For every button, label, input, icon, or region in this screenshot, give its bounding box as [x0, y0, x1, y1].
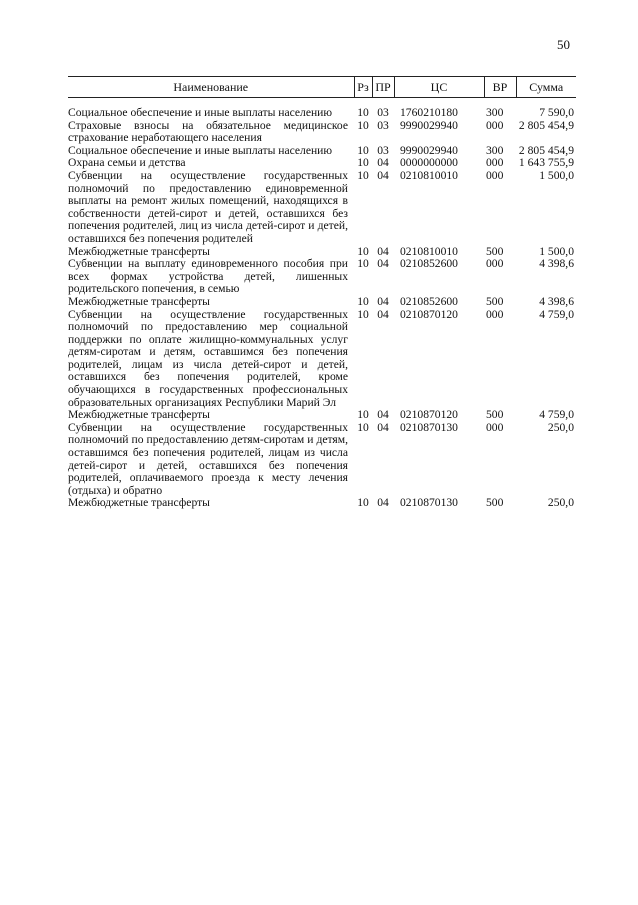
cell-pr: 04 — [377, 496, 389, 510]
cell-vr: 500 — [486, 294, 504, 308]
cell-name: Страховые взносы на обязательное медицинское страхование неработающего населения — [68, 118, 348, 145]
cell-sum: 2 805 454,9 — [518, 118, 574, 132]
cell-vr: 000 — [486, 168, 504, 182]
cell-vr: 500 — [486, 496, 504, 510]
cell-cs: 1760210180 — [400, 106, 458, 119]
cell-sum: 2 805 454,9 — [518, 143, 574, 157]
cell-cs: 0000000000 — [400, 156, 458, 170]
cell-vr: 000 — [486, 156, 504, 170]
table-row — [68, 170, 576, 246]
cell-rz: 10 — [357, 143, 369, 157]
table-row — [68, 309, 576, 410]
cell-cs: 0210870130 — [400, 496, 458, 510]
cell-rz: 10 — [357, 118, 369, 132]
cell-vr: 000 — [486, 257, 504, 271]
cell-pr: 04 — [377, 420, 389, 434]
header-sum: Сумма — [516, 77, 576, 98]
cell-sum: 250,0 — [547, 420, 574, 434]
table-row — [68, 422, 576, 498]
cell-vr: 000 — [486, 307, 504, 321]
cell-sum: 4 398,6 — [539, 294, 574, 308]
header-rz: Рз — [354, 77, 372, 98]
cell-rz: 10 — [357, 420, 369, 434]
cell-vr: 500 — [486, 408, 504, 422]
cell-name: Межбюджетные трансферты — [68, 496, 210, 510]
cell-pr: 04 — [377, 408, 389, 422]
cell-vr: 000 — [486, 420, 504, 434]
cell-name: Субвенции на осуществление государственных полномочий по предоставлению мер социальной поддержки по оплате жилищно-коммунальных услуг детям-сиротам и детям, оставшимся без попечения родителей, лицам из числа детей-сирот и детей, оставшихся без попечения родителей, кроме обучающихся в государственных профессиональных образовательных организациях Республики Марий Эл — [68, 307, 348, 409]
cell-sum: 7 590,0 — [539, 106, 574, 119]
cell-sum: 1 500,0 — [539, 168, 574, 182]
cell-sum: 4 759,0 — [539, 307, 574, 321]
cell-rz: 10 — [357, 257, 369, 271]
table-row — [68, 98, 576, 120]
cell-cs: 0210810010 — [400, 168, 458, 182]
cell-sum: 250,0 — [547, 496, 574, 510]
cell-pr: 04 — [377, 244, 389, 258]
cell-vr: 300 — [486, 106, 504, 119]
budget-table — [68, 76, 576, 510]
table-header-row — [68, 77, 576, 98]
cell-rz: 10 — [357, 294, 369, 308]
cell-cs: 0210870120 — [400, 307, 458, 321]
page-number: 50 — [557, 37, 570, 52]
cell-pr: 03 — [377, 106, 389, 119]
cell-cs: 0210852600 — [400, 257, 458, 271]
cell-pr: 04 — [377, 168, 389, 182]
cell-pr: 03 — [377, 118, 389, 132]
cell-sum: 4 759,0 — [539, 408, 574, 422]
cell-name: Межбюджетные трансферты — [68, 294, 210, 308]
cell-cs: 9990029940 — [400, 118, 458, 132]
table-row — [68, 296, 576, 309]
cell-sum: 4 398,6 — [539, 257, 574, 271]
cell-cs: 0210870120 — [400, 408, 458, 422]
cell-rz: 10 — [357, 106, 369, 119]
cell-pr: 04 — [377, 257, 389, 271]
cell-vr: 300 — [486, 143, 504, 157]
cell-cs: 9990029940 — [400, 143, 458, 157]
cell-name: Субвенции на осуществление государственных полномочий по предоставлению единовременной выплаты на ремонт жилых помещений, находящихся в собственности детей-сирот и детей, оставшихся без попечения родителей, лиц из числа детей-сирот и детей, оставшихся без попечения родителей — [68, 168, 348, 245]
cell-cs: 0210810010 — [400, 244, 458, 258]
cell-pr: 03 — [377, 143, 389, 157]
cell-pr: 04 — [377, 307, 389, 321]
cell-rz: 10 — [357, 244, 369, 258]
cell-pr: 04 — [377, 294, 389, 308]
cell-rz: 10 — [357, 168, 369, 182]
cell-pr: 04 — [377, 156, 389, 170]
cell-rz: 10 — [357, 496, 369, 510]
cell-rz: 10 — [357, 307, 369, 321]
cell-cs: 0210870130 — [400, 420, 458, 434]
header-vr: ВР — [484, 77, 516, 98]
cell-name: Межбюджетные трансферты — [68, 244, 210, 258]
cell-vr: 500 — [486, 244, 504, 258]
table-row — [68, 497, 576, 510]
header-cs: ЦС — [394, 77, 484, 98]
table-row — [68, 409, 576, 422]
header-name: Наименование — [68, 77, 354, 98]
cell-name: Субвенции на выплату единовременного пособия при всех формах устройства детей, лишенных родительского попечения, в семью — [68, 257, 348, 296]
cell-name: Субвенции на осуществление государственных полномочий по предоставлению детям-сиротам и детям, оставшимся без попечения родителей, лицам из числа детей-сирот и детей, оставшихся без попечения родителей, оплачиваемого проезда к месту лечения (отдыха) и обратно — [68, 420, 348, 497]
table-row — [68, 258, 576, 296]
cell-rz: 10 — [357, 156, 369, 170]
cell-cs: 0210852600 — [400, 294, 458, 308]
table-body — [68, 98, 576, 511]
cell-name: Социальное обеспечение и иные выплаты населению — [68, 143, 333, 157]
cell-name: Межбюджетные трансферты — [68, 408, 210, 422]
table-row — [68, 120, 576, 145]
cell-name: Охрана семьи и детства — [68, 156, 186, 170]
header-pr: ПР — [372, 77, 394, 98]
cell-name: Социальное обеспечение и иные выплаты населению — [68, 106, 333, 119]
cell-sum: 1 643 755,9 — [518, 156, 574, 170]
cell-vr: 000 — [486, 118, 504, 132]
cell-sum: 1 500,0 — [539, 244, 574, 258]
cell-rz: 10 — [357, 408, 369, 422]
